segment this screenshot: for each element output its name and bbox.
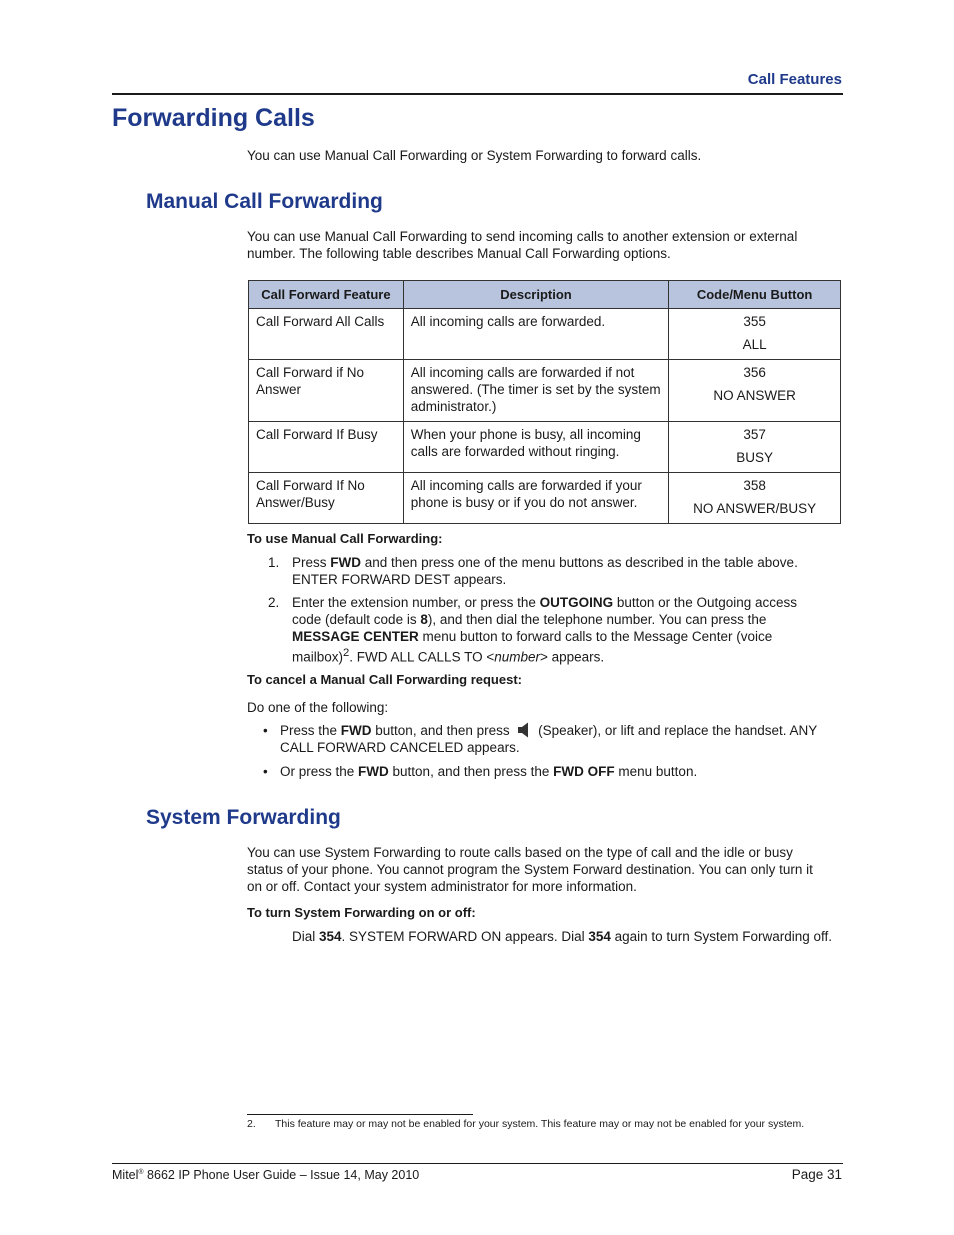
column-header-feature: Call Forward Feature (249, 281, 404, 309)
description-cell: All incoming calls are forwarded if not answered. (The timer is set by the system administrator.) (403, 360, 668, 422)
feature-cell: Call Forward if No Answer (249, 360, 404, 422)
description-cell: All incoming calls are forwarded if your phone is busy or if you do not answer. (403, 473, 668, 524)
intro-text: You can use Manual Call Forwarding or System Forwarding to forward calls. (247, 148, 702, 163)
header-rule (112, 93, 843, 95)
step-number: 1. (268, 555, 280, 570)
menu-button-value: BUSY (736, 450, 773, 465)
key-message-center: MESSAGE CENTER (292, 629, 419, 644)
system-forwarding-heading: System Forwarding (146, 806, 341, 829)
step-text: ), and then dial the telephone number. You can press the (427, 612, 767, 627)
footnote-ref: 2 (343, 647, 350, 659)
feature-cell: Call Forward All Calls (249, 309, 404, 360)
description-cell: All incoming calls are forwarded. (403, 309, 668, 360)
bullet-text: (Speaker), or lift and replace the handset. ANY CALL FORWARD CANCELED appears. (280, 723, 818, 755)
system-desc-line3: on or off. Contact your system administrator for more information. (247, 879, 637, 894)
code-cell (669, 473, 841, 524)
step-text: menu button to forward calls to the Message Center (voice mailbox) (292, 629, 773, 665)
manual-description (247, 228, 842, 262)
use-steps-list (268, 554, 828, 672)
toggle-procedure-heading: To turn System Forwarding on or off: (247, 905, 476, 920)
list-item (260, 722, 840, 756)
bullet-text: menu button. (614, 764, 698, 779)
dial-text: Dial (292, 929, 320, 944)
speaker-icon (517, 722, 530, 738)
system-desc-line1: You can use System Forwarding to route calls based on the type of call and the idle or busy (247, 845, 793, 860)
manual-desc-line1: You can use Manual Call Forwarding to send incoming calls to another extension or external (247, 229, 798, 244)
footer-brand: Mitel (112, 1168, 139, 1182)
step-number: 2. (268, 595, 280, 610)
step-text: > appears. (540, 649, 605, 665)
key-fwd: FWD (358, 764, 389, 779)
manual-forwarding-heading: Manual Call Forwarding (146, 190, 383, 213)
feature-cell: Call Forward If Busy (249, 422, 404, 473)
table-header-row (249, 281, 841, 309)
footnote (247, 1118, 804, 1130)
default-code: 8 (420, 612, 428, 627)
footer-title-text: 8662 IP Phone User Guide – Issue 14, May 2010 (143, 1168, 420, 1182)
code-cell (669, 309, 841, 360)
step-text: Enter the extension number, or press the (292, 595, 540, 610)
dial-code: 354 (319, 929, 342, 944)
code-cell (669, 422, 841, 473)
key-fwd: FWD (330, 555, 362, 570)
footnote-text: This feature may or may not be enabled for your system. This feature may or may not be enabled for your system. (275, 1118, 805, 1130)
page-title: Forwarding Calls (112, 104, 315, 132)
footer-document-title (112, 1168, 419, 1182)
registered-mark: ® (138, 1168, 144, 1176)
step-text: button or the Outgoing access code (default code is (292, 595, 798, 627)
code-value: 357 (743, 427, 766, 442)
footer-rule (112, 1163, 843, 1164)
cancel-options-list (260, 722, 840, 787)
table-row (249, 309, 841, 360)
step-text: . FWD ALL CALLS TO < (349, 649, 495, 665)
cancel-procedure-heading: To cancel a Manual Call Forwarding request: (247, 672, 522, 687)
footnote-number: 2. (247, 1118, 256, 1130)
bullet-text: Press the (280, 723, 341, 738)
table-row (249, 360, 841, 422)
menu-button-value: NO ANSWER/BUSY (693, 501, 817, 516)
key-fwd-off: FWD OFF (553, 764, 615, 779)
dial-code: 354 (588, 929, 611, 944)
list-item (268, 594, 828, 666)
cancel-intro: Do one of the following: (247, 700, 389, 715)
code-value: 356 (743, 365, 766, 380)
feature-cell: Call Forward If No Answer/Busy (249, 473, 404, 524)
dial-instruction (292, 928, 837, 945)
code-cell (669, 360, 841, 422)
footnote-rule (247, 1114, 473, 1115)
dial-text: again to turn System Forwarding off. (610, 929, 832, 944)
column-header-code: Code/Menu Button (669, 281, 841, 309)
manual-desc-line2: number. The following table describes Manual Call Forwarding options. (247, 246, 671, 261)
use-procedure-heading: To use Manual Call Forwarding: (247, 531, 443, 546)
bullet-icon: • (263, 723, 268, 738)
bullet-text: button, and then press (371, 723, 514, 738)
number-placeholder: number (494, 649, 540, 665)
page-number: Page 31 (791, 1167, 842, 1182)
key-outgoing: OUTGOING (539, 595, 614, 610)
forwarding-options-table (248, 280, 841, 524)
code-value: 358 (743, 478, 766, 493)
bullet-text: button, and then press the (388, 764, 554, 779)
table-row (249, 473, 841, 524)
bullet-icon: • (263, 764, 268, 779)
list-item (260, 763, 840, 780)
table-row (249, 422, 841, 473)
menu-button-value: ALL (742, 337, 767, 352)
step-text: Press (292, 555, 331, 570)
column-header-description: Description (403, 281, 668, 309)
bullet-text: Or press the (280, 764, 359, 779)
running-header: Call Features (747, 71, 842, 88)
system-desc-line2: status of your phone. You cannot program the System Forward destination. You can only turn it (247, 862, 813, 877)
code-value: 355 (743, 314, 766, 329)
list-item (268, 554, 828, 588)
description-cell: When your phone is busy, all incoming calls are forwarded without ringing. (403, 422, 668, 473)
system-description (247, 844, 842, 895)
dial-text: . SYSTEM FORWARD ON appears. Dial (341, 929, 589, 944)
key-fwd: FWD (340, 723, 372, 738)
menu-button-value: NO ANSWER (713, 388, 796, 403)
step-text: and then press one of the menu buttons as described in the table above. ENTER FORWARD DEST appears. (292, 555, 798, 587)
